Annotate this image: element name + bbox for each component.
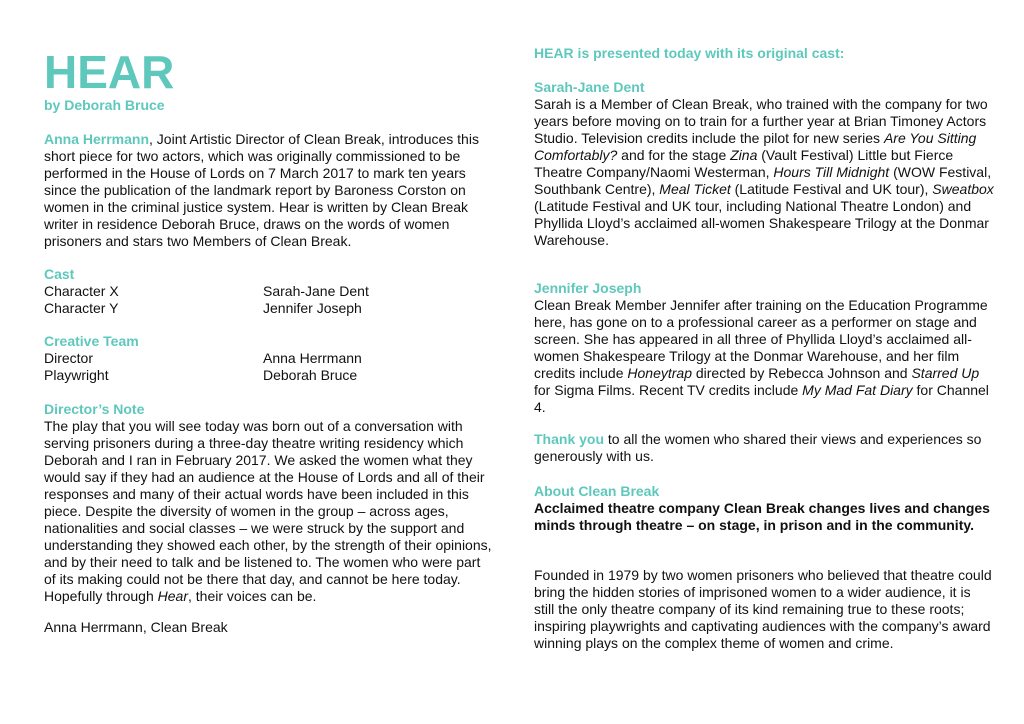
byline: by Deborah Bruce — [44, 97, 165, 113]
about-body: Founded in 1979 by two women prisoners who believed that theatre could bring the hidden stories of imprisoned women to a wider audience, it is still the only theatre company of its kind remaining true to these roots; inspiring playwrights and captivating audiences with the company’s award winning plays on the complex theme of women and crime. — [534, 567, 992, 651]
creative-row — [44, 350, 494, 367]
sarah-heading: Sarah-Jane Dent — [534, 79, 645, 95]
thanks-paragraph — [534, 431, 994, 465]
intro-name: Anna Herrmann — [44, 131, 150, 147]
directors-note-text: The play that you will see today was born out of a conversation with serving prisoners during a three-day theatre writing residency which Deborah and I ran in February 2017. We asked the women what they would say if they had an audience at the House of Lords and all of their responses and many of their actual words have been included in this piece. Despite the diversity of women in the group – across ages, nationalities and social classes – we were struck by the support and understanding they showed each other, by the strength of their opinions, and by their need to talk and be listened to. The women who were part of its making could not be there that day, and cannot be here today. Hopefully through Hear, their voices can be. — [44, 418, 492, 604]
thanks-text: to all the women who shared their views and experiences so generously with us. — [534, 431, 982, 464]
intro-text: , Joint Artistic Director of Clean Break, introduces this short piece for two actors, which was originally commissioned to be performed in the House of Lords on 7 March 2017 to mark ten years since the publication of the landmark report by Baroness Corston on women in the criminal justice system. Hear is written by Clean Break writer in residence Deborah Bruce, draws on the words of women prisoners and stars two Members of Clean Break. — [44, 131, 479, 249]
creative-person: Deborah Bruce — [263, 367, 358, 383]
creative-role: Director — [44, 350, 94, 366]
jennifer-bio: Clean Break Member Jennifer after training on the Education Programme here, has gone on to a professional career as a performer on stage and screen. She has appeared in all three of Phyllida Lloyd’s acclaimed all-women Shakespeare Trilogy at the Donmar Warehouse, and her film credits include Honeytrap directed by Rebecca Johnson and Starred Up for Sigma Films. Recent TV credits include My Mad Fat Diary for Channel 4. — [534, 297, 989, 415]
page-title: HEAR — [44, 46, 175, 98]
about-heading: About Clean Break — [534, 483, 660, 499]
jennifer-bio-section — [534, 280, 994, 416]
original-cast-heading: HEAR is presented today with its original cast: — [534, 45, 845, 61]
cast-actor: Jennifer Joseph — [263, 300, 362, 316]
thanks-lead: Thank you — [534, 431, 605, 447]
cast-heading: Cast — [44, 266, 75, 282]
creative-row — [44, 367, 494, 384]
directors-note-heading: Director’s Note — [44, 401, 145, 417]
sarah-bio: Sarah is a Member of Clean Break, who trained with the company for two years before moving on to train for a further year at Brian Timoney Actors Studio. Television credits include the pilot for new series Are You Sitting Comfortably? and for the stage Zina (Vault Festival) Little but Fierce Theatre Company/Naomi Westerman, Hours Till Midnight (WOW Festival, Southbank Centre), Meal Ticket (Latitude Festival and UK tour), Sweatbox (Latitude Festival and UK tour, including National Theatre London) and Phyllida Lloyd’s acclaimed all-women Shakespeare Trilogy at the Donmar Warehouse. — [534, 96, 994, 248]
cast-role: Character X — [44, 283, 119, 299]
creative-person: Anna Herrmann — [263, 350, 362, 366]
cast-row — [44, 283, 494, 300]
creative-team-heading: Creative Team — [44, 333, 139, 349]
intro-paragraph — [44, 131, 494, 250]
signature: Anna Herrmann, Clean Break — [44, 619, 228, 635]
cast-section — [44, 266, 494, 317]
about-tagline: Acclaimed theatre company Clean Break changes lives and changes minds through theatre – on stage, in prison and in the community. — [534, 500, 990, 533]
cast-row — [44, 300, 494, 317]
cast-actor: Sarah-Jane Dent — [263, 283, 369, 299]
jennifer-heading: Jennifer Joseph — [534, 280, 642, 296]
creative-team-section — [44, 333, 494, 384]
sarah-bio-section — [534, 79, 994, 249]
directors-note-section — [44, 401, 494, 605]
about-section — [534, 483, 994, 534]
cast-role: Character Y — [44, 300, 119, 316]
creative-role: Playwright — [44, 367, 109, 383]
